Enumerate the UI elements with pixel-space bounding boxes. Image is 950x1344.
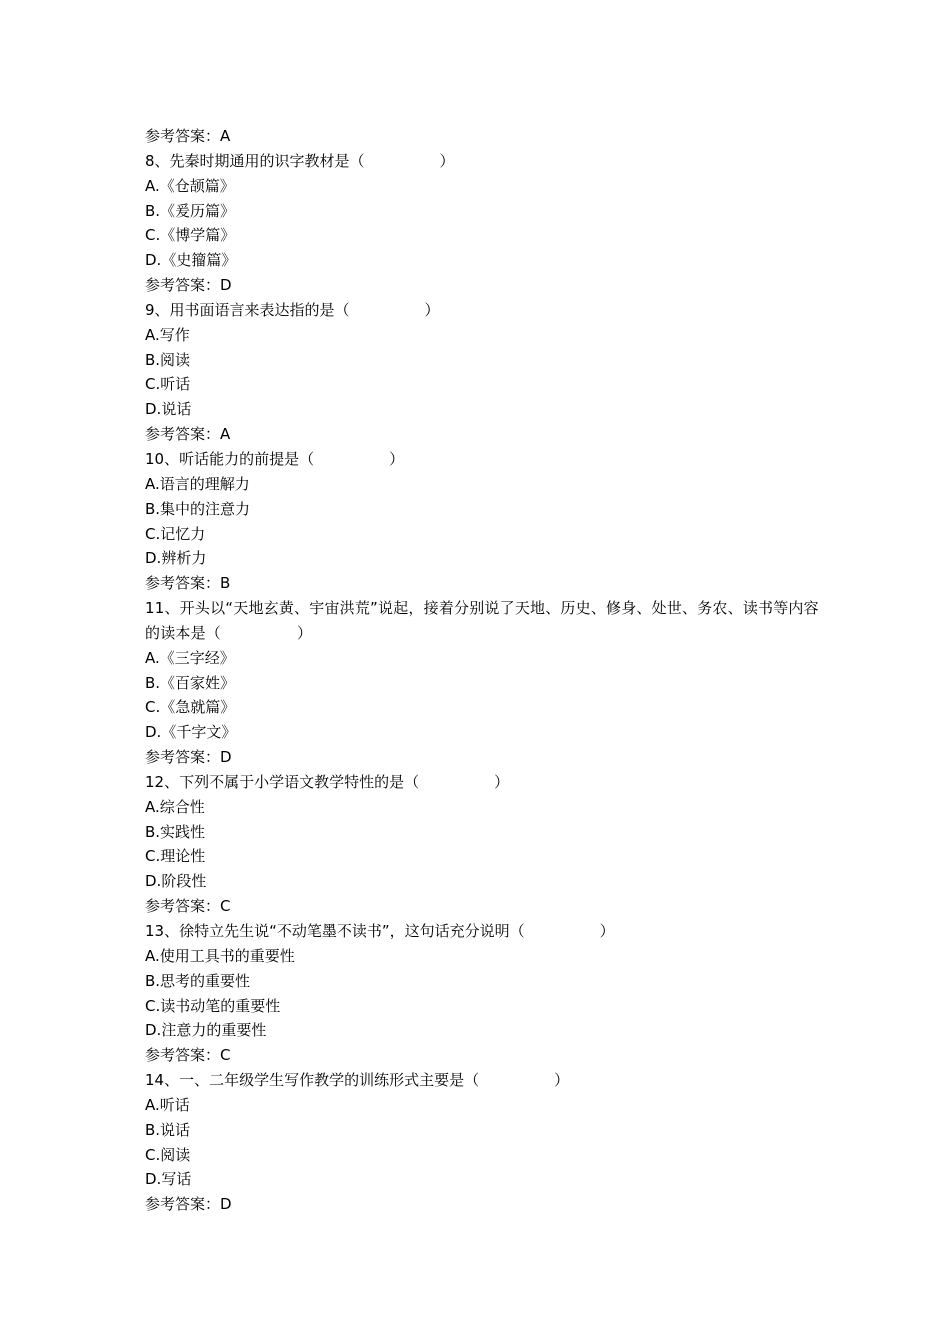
option-line: B.《百家姓》 [145, 673, 236, 692]
question-8: 8、先秦时期通用的识字教材是（ ） [145, 151, 455, 170]
answer-line: 参考答案：D [145, 276, 232, 295]
option-line: C.《急就篇》 [145, 698, 236, 717]
option-line: D.写话 [145, 1170, 192, 1189]
question-12: 12、下列不属于小学语文教学特性的是（ ） [145, 772, 510, 791]
answer-line: 参考答案：D [145, 748, 232, 767]
option-line: B.实践性 [145, 822, 206, 841]
option-line: A.使用工具书的重要性 [145, 946, 295, 965]
option-line: D.注意力的重要性 [145, 1021, 267, 1040]
option-line: B.《爰历篇》 [145, 201, 236, 220]
question-11: 11、开头以“天地玄黄、宇宙洪荒”说起，接着分别说了天地、历史、修身、处世、务农、读书等内容的读本是（ ） [145, 599, 819, 642]
option-line: D.《千字文》 [145, 723, 237, 742]
option-line: D.阶段性 [145, 872, 207, 891]
question-9: 9、用书面语言来表达指的是（ ） [145, 300, 440, 319]
option-line: C.读书动笔的重要性 [145, 996, 281, 1015]
question-10: 10、听话能力的前提是（ ） [145, 449, 405, 468]
answer-line: 参考答案：A [145, 425, 231, 444]
answer-line: 参考答案：B [145, 574, 231, 593]
option-line: D.《史籀篇》 [145, 251, 237, 270]
option-line: A.听话 [145, 1095, 190, 1114]
option-line: B.集中的注意力 [145, 499, 251, 518]
option-line: A.写作 [145, 325, 190, 344]
option-line: D.说话 [145, 400, 192, 419]
option-line: A.《三字经》 [145, 648, 235, 667]
answer-line: 参考答案：D [145, 1195, 232, 1214]
option-line: B.思考的重要性 [145, 971, 251, 990]
question-14: 14、一、二年级学生写作教学的训练形式主要是（ ） [145, 1071, 570, 1090]
option-line: C.阅读 [145, 1145, 191, 1164]
answer-line: 参考答案：A [145, 127, 231, 145]
option-line: A.《仓颉篇》 [145, 176, 235, 195]
option-line: B.阅读 [145, 350, 191, 369]
option-line: A.语言的理解力 [145, 474, 250, 493]
option-line: C.记忆力 [145, 524, 206, 543]
option-line: C.理论性 [145, 847, 206, 866]
question-list [145, 124, 825, 1217]
option-line: C.《博学篇》 [145, 226, 236, 245]
option-line: B.说话 [145, 1120, 191, 1139]
option-line: D.辨析力 [145, 549, 207, 568]
option-line: A.综合性 [145, 797, 205, 816]
question-13: 13、徐特立先生说“不动笔墨不读书”，这句话充分说明（ ） [145, 922, 615, 940]
answer-line: 参考答案：C [145, 897, 231, 916]
answer-line: 参考答案：C [145, 1046, 231, 1065]
option-line: C.听话 [145, 375, 191, 394]
